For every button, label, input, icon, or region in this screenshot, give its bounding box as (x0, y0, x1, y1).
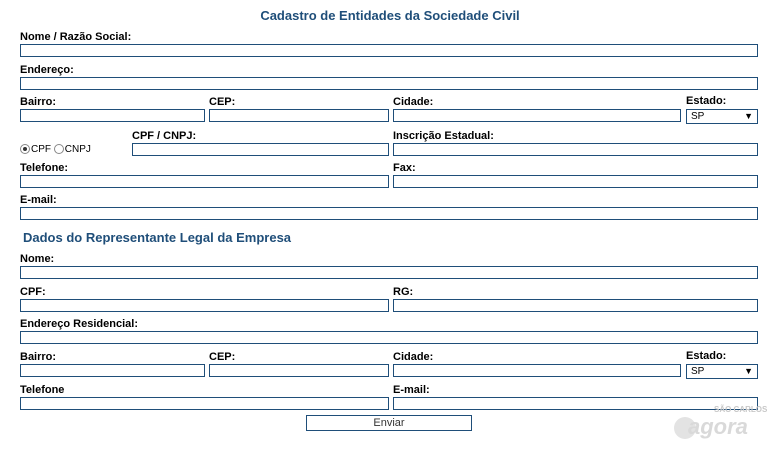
phone-label: Telefone: (20, 162, 69, 174)
name-input[interactable] (20, 44, 758, 57)
email-input[interactable] (20, 207, 758, 220)
cep-label: CEP: (209, 96, 236, 108)
rep-city-label: Cidade: (393, 351, 434, 363)
watermark-small-text: SÃO CARLOS (714, 405, 768, 414)
watermark-big-text: agora (688, 414, 748, 439)
dropdown-arrow-icon: ▼ (744, 366, 753, 376)
rep-email-label: E-mail: (393, 384, 430, 396)
doc-input[interactable] (132, 143, 389, 156)
address-label: Endereço: (20, 64, 74, 76)
rep-cpf-input[interactable] (20, 299, 389, 312)
page-title: Cadastro de Entidades da Sociedade Civil (260, 8, 520, 23)
rep-state-label: Estado: (686, 350, 727, 362)
rep-name-label: Nome: (20, 253, 55, 265)
rep-phone-input[interactable] (20, 397, 389, 410)
rep-section-title: Dados do Representante Legal da Empresa (23, 230, 292, 245)
cnpj-radio[interactable] (54, 144, 64, 154)
state-select[interactable] (686, 109, 758, 124)
rep-neighborhood-input[interactable] (20, 364, 205, 377)
rep-name-input[interactable] (20, 266, 758, 279)
rep-rg-input[interactable] (393, 299, 758, 312)
state-registration-label: Inscrição Estadual: (393, 130, 494, 142)
cpf-radio[interactable] (20, 144, 30, 154)
watermark-logo (672, 405, 776, 445)
rep-city-input[interactable] (393, 364, 681, 377)
cnpj-radio-label: CNPJ (64, 144, 91, 155)
fax-label: Fax: (393, 162, 416, 174)
rep-cep-label: CEP: (209, 351, 236, 363)
doc-label: CPF / CNPJ: (132, 130, 197, 142)
email-label: E-mail: (20, 194, 57, 206)
submit-button[interactable]: Enviar (306, 415, 472, 431)
neighborhood-input[interactable] (20, 109, 205, 122)
rep-state-select[interactable] (686, 364, 758, 379)
cpf-radio-label: CPF (31, 144, 51, 155)
rep-address-input[interactable] (20, 331, 758, 344)
city-label: Cidade: (393, 96, 434, 108)
rep-state-select-value: SP (691, 366, 705, 377)
neighborhood-label: Bairro: (20, 96, 57, 108)
address-input[interactable] (20, 77, 758, 90)
rep-phone-label: Telefone (20, 384, 65, 396)
fax-input[interactable] (393, 175, 758, 188)
phone-input[interactable] (20, 175, 389, 188)
name-label: Nome / Razão Social: (20, 31, 132, 43)
doc-type-radio-group (20, 144, 91, 155)
rep-rg-label: RG: (393, 286, 414, 298)
city-input[interactable] (393, 109, 681, 122)
state-registration-input[interactable] (393, 143, 758, 156)
dropdown-arrow-icon: ▼ (744, 111, 753, 121)
rep-neighborhood-label: Bairro: (20, 351, 57, 363)
cep-input[interactable] (209, 109, 389, 122)
state-label: Estado: (686, 95, 727, 107)
state-select-value: SP (691, 111, 705, 122)
rep-cpf-label: CPF: (20, 286, 46, 298)
rep-cep-input[interactable] (209, 364, 389, 377)
rep-address-label: Endereço Residencial: (20, 318, 138, 330)
